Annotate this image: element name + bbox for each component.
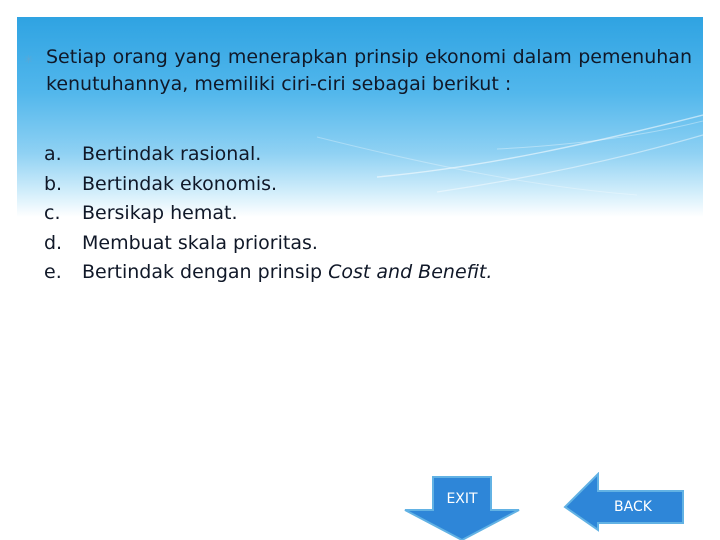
back-button[interactable] bbox=[563, 472, 685, 532]
list-item bbox=[44, 258, 492, 288]
list-item-text: Bertindak ekonomis. bbox=[82, 172, 278, 195]
exit-button-label: EXIT bbox=[446, 491, 478, 507]
list-item-letter: b. bbox=[44, 172, 63, 195]
list-item bbox=[44, 199, 492, 229]
down-arrow-icon bbox=[403, 476, 521, 540]
list-item-italic-text: Cost and Benefit. bbox=[328, 261, 493, 283]
list-item-text: Bersikap hemat. bbox=[82, 202, 238, 224]
intro-paragraph-block bbox=[24, 44, 692, 98]
list-item bbox=[44, 170, 492, 200]
list-item-letter: e. bbox=[44, 261, 62, 283]
list-item bbox=[44, 140, 492, 170]
exit-button[interactable] bbox=[403, 476, 521, 540]
list-item-text: Bertindak dengan prinsip bbox=[82, 261, 329, 283]
list-item-letter: d. bbox=[44, 231, 63, 254]
list-item-letter: c. bbox=[44, 202, 61, 224]
back-button-label: BACK bbox=[614, 499, 652, 515]
intro-text: Setiap orang yang menerapkan prinsip ekonomi dalam pemenuhan kenutuhannya, memiliki ciri-ciri sebagai berikut : bbox=[46, 46, 692, 95]
asterisk-bullet-icon: ✳ bbox=[24, 53, 34, 66]
characteristics-list bbox=[44, 140, 492, 288]
list-item-letter: a. bbox=[44, 143, 62, 165]
list-item-text: Bertindak rasional. bbox=[82, 143, 262, 165]
list-item-text: Membuat skala prioritas. bbox=[82, 231, 318, 254]
list-item bbox=[44, 229, 492, 259]
